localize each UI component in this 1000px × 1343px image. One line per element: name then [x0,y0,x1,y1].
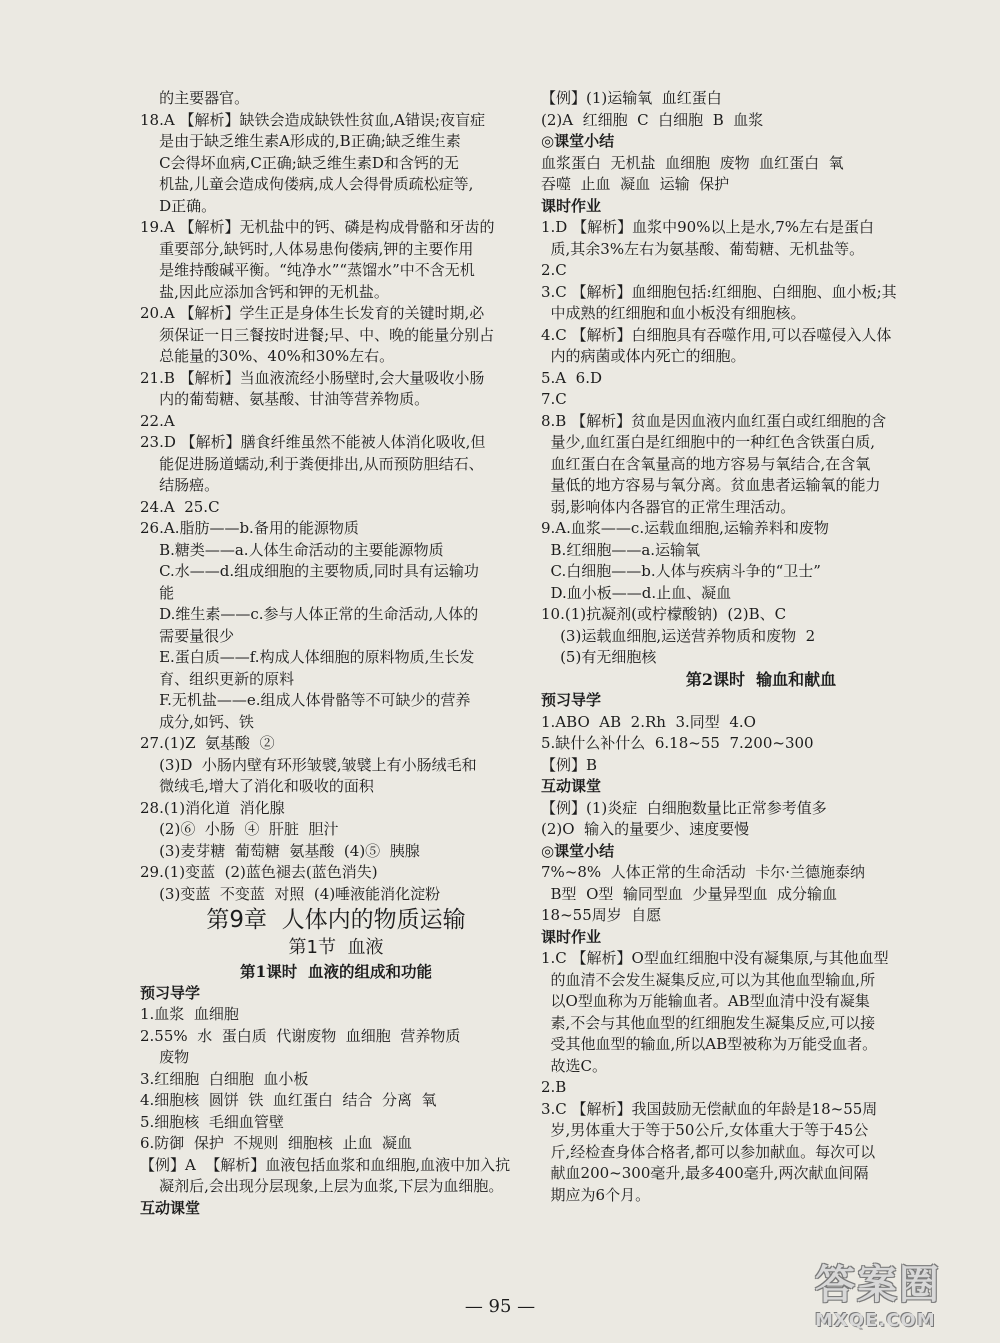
page-number: — 95 — [464,1296,536,1317]
right-column-line: D.血小板——d.止血、凝血 [541,583,732,602]
right-column-line: 期应为6个月。 [541,1185,651,1204]
left-column-line: 第1节 血液 [288,937,384,958]
left-column-line: 5.细胞核 毛细血管壁 [140,1112,284,1131]
left-column-line: 机盐,儿童会造成佝偻病,成人会得骨质疏松症等, [140,175,474,193]
right-column-line: 血红蛋白在含氧量高的地方容易与氧结合,在含氧 [541,454,871,473]
right-column-line: 量低的地方容易与氧分离。贫血患者运输氧的能力 [541,476,881,494]
right-column-line: 预习导学 [541,691,602,709]
right-column-line: 第2课时 输血和献血 [685,669,837,689]
right-column-line: (3)运载血细胞,运送营养物质和废物 2 [541,626,816,645]
left-column-line: 19.A 【解析】无机盐中的钙、磷是构成骨骼和牙齿的 [140,218,495,236]
right-column-line: (2)O 输入的量要少、速度要慢 [541,820,750,838]
left-column-line: C会得坏血病,C正确;缺乏维生素D和含钙的无 [140,153,459,172]
left-column-line: 20.A 【解析】学生正是身体生长发育的关键时期,必 [140,304,485,322]
left-column-line: E.蛋白质——f.构成人体细胞的原料物质,生长发 [140,648,475,666]
left-column-line: 育、组织更新的原料 [140,669,295,688]
right-column-line: 质,其余3%左右为氨基酸、葡萄糖、无机盐等。 [541,239,865,258]
left-column-line: (3)麦芽糖 葡萄糖 氨基酸 (4)⑤ 胰腺 [140,841,420,860]
left-column-line: 18.A 【解析】缺铁会造成缺铁性贫血,A错误;夜盲症 [140,110,486,129]
watermark-logo: 答案圈 [815,1262,941,1308]
left-column-line: 28.(1)消化道 消化腺 [140,798,285,817]
right-column-line: 的血清不会发生凝集反应,可以为其他血型输血,所 [541,970,876,989]
right-column-line: 9.A.血浆——c.运载血细胞,运输养料和废物 [541,519,829,537]
right-column-line: 7%~8% 人体正常的生命活动 卡尔·兰德施泰纳 [541,863,866,881]
left-column-line: 结肠癌。 [140,476,220,494]
left-column-line: 是由于缺乏维生素A形成的,B正确;缺乏维生素 [140,132,461,150]
right-column-line: 吞噬 止血 凝血 运输 保护 [541,175,730,193]
right-column-line: 10.(1)抗凝剂(或柠檬酸钠) (2)B、C [541,605,787,623]
right-column-line: 课时作业 [541,927,602,946]
left-column-line: 重要部分,缺钙时,人体易患佝偻病,钾的主要作用 [140,239,474,258]
right-column-line: 中成熟的红细胞和血小板没有细胞核。 [541,304,806,322]
right-column-line: 故选C。 [541,1056,608,1075]
left-column-line: 微绒毛,增大了消化和吸收的面积 [140,777,374,795]
right-column-line: 岁,男体重大于等于50公斤,女体重大于等于45公 [541,1121,869,1139]
left-column-line: (2)⑥ 小肠 ④ 肝脏 胆汁 [140,820,339,838]
watermark-url: MXQE.COM [815,1310,936,1331]
right-column-line: 课时作业 [541,196,602,215]
right-column-line: 5.A 6.D [541,368,603,387]
right-column-line: ◎课堂小结 [541,132,615,150]
right-column-line: 8.B 【解析】贫血是因血液内血红蛋白或红细胞的含 [541,411,887,430]
right-column-line: 1.ABO AB 2.Rh 3.同型 4.O [541,712,756,731]
left-column-line: 24.A 25.C [140,497,220,516]
left-column-line: 第9章 人体内的物质运输 [206,907,466,933]
right-column-line: ◎课堂小结 [541,841,615,860]
right-column-line: 内的病菌或体内死亡的细胞。 [541,347,746,365]
left-column-line: 【例】A 【解析】血液包括血浆和血细胞,血液中加入抗 [140,1155,511,1174]
left-column-line: 6.防御 保护 不规则 细胞核 止血 凝血 [140,1134,412,1152]
right-column-line: 【例】(1)炎症 白细胞数量比正常参考值多 [541,798,827,817]
left-column-line: 26.A.脂肪——b.备用的能源物质 [140,519,359,537]
left-column-line: 互动课堂 [140,1198,201,1217]
left-column-line: 21.B 【解析】当血液流经小肠壁时,会大量吸收小肠 [140,368,485,387]
left-column-line: 1.血浆 血细胞 [140,1005,239,1023]
left-column-line: 3.红细胞 白细胞 血小板 [140,1069,309,1088]
right-column-line: 受其他血型的输血,所以AB型被称为万能受血者。 [541,1035,878,1053]
right-column-line: 血浆蛋白 无机盐 血细胞 废物 血红蛋白 氧 [541,153,844,172]
left-column-line: B.糖类——a.人体生命活动的主要能源物质 [140,540,444,559]
right-column-line: C.白细胞——b.人体与疾病斗争的“卫士” [541,562,821,580]
right-column-line: 2.C [541,261,567,279]
left-column-line: 是维持酸碱平衡。“纯净水”“蒸馏水”中不含无机 [140,261,475,279]
left-column-line: C.水——d.组成细胞的主要物质,同时具有运输功 [140,562,479,580]
right-column-line: (2)A 红细胞 C 白细胞 B 血浆 [541,110,764,129]
right-column-line: 7.C [541,390,567,408]
left-column-line: 须保证一日三餐按时进餐;早、中、晚的能量分别占 [140,325,495,344]
right-column-line: 3.C 【解析】血细胞包括:红细胞、白细胞、血小板;其 [541,282,897,301]
right-column-line: 献血200~300毫升,最多400毫升,两次献血间隔 [541,1164,869,1182]
right-column-line: 斤,经检查身体合格者,都可以参加献血。每次可以 [541,1142,876,1161]
left-column-line: 总能量的30%、40%和30%左右。 [140,347,395,365]
right-column-line: 量少,血红蛋白是红细胞中的一种红色含铁蛋白质, [541,433,876,451]
left-column [140,88,532,1219]
right-column-line: 以O型血称为万能输血者。AB型血清中没有凝集 [541,992,870,1010]
right-column-line: 互动课堂 [541,777,602,795]
right-column-line: B型 O型 输同型血 少量异型血 成分输血 [541,884,838,903]
left-column-line: F.无机盐——e.组成人体骨骼等不可缺少的营养 [140,691,471,709]
right-column-line: 【例】B [541,755,598,774]
right-column [541,88,981,1206]
left-column-line: 2.55% 水 蛋白质 代谢废物 血细胞 营养物质 [140,1026,461,1045]
left-column-line: 第1课时 血液的组成和功能 [239,962,433,981]
left-column-line: D.维生素——c.参与人体正常的生命活动,人体的 [140,605,479,623]
left-column-line: 能 [140,583,175,602]
left-column-line: 废物 [140,1048,190,1066]
left-column-line: (3)变蓝 不变蓝 对照 (4)唾液能消化淀粉 [140,884,441,903]
left-column-line: (3)D 小肠内壁有环形皱襞,皱襞上有小肠绒毛和 [140,755,477,774]
left-column-line: 22.A [140,411,175,430]
right-column-line: 5.缺什么补什么 6.18~55 7.200~300 [541,734,814,752]
left-column-line: 的主要器官。 [140,89,250,107]
right-column-line: 4.C 【解析】白细胞具有吞噬作用,可以吞噬侵入人体 [541,325,892,344]
left-column-line: 成分,如钙、铁 [140,712,254,731]
right-column-line: 弱,影响体内各器官的正常生理活动。 [541,497,796,516]
right-column-line: 1.C 【解析】O型血红细胞中没有凝集原,与其他血型 [541,949,889,967]
watermark [815,1253,990,1335]
left-column-line: 23.D 【解析】膳食纤维虽然不能被人体消化吸收,但 [140,433,486,451]
left-column-line: 4.细胞核 圆饼 铁 血红蛋白 结合 分离 氧 [140,1091,437,1109]
left-column-line: 29.(1)变蓝 (2)蓝色褪去(蓝色消失) [140,863,378,881]
right-column-line: 【例】(1)运输氧 血红蛋白 [541,89,722,107]
right-column-line: 素,不会与其他血型的红细胞发生凝集反应,可以接 [541,1013,876,1032]
left-column-line: 盐,因此应添加含钙和钾的无机盐。 [140,282,389,301]
right-column-line: 2.B [541,1078,567,1096]
right-column-line: 1.D 【解析】血浆中90%以上是水,7%左右是蛋白 [541,218,875,236]
right-column-line: (5)有无细胞核 [541,648,657,666]
right-column-line: 3.C 【解析】我国鼓励无偿献血的年龄是18~55周 [541,1099,878,1118]
left-column-line: 内的葡萄糖、氨基酸、甘油等营养物质。 [140,390,430,408]
left-column-line: 能促进肠道蠕动,利于粪便排出,从而预防胆结石、 [140,454,484,473]
left-column-line: 凝剂后,会出现分层现象,上层为血浆,下层为血细胞。 [140,1177,504,1195]
left-column-line: 27.(1)Z 氨基酸 ② [140,734,275,752]
right-column-line: B.红细胞——a.运输氧 [541,540,701,559]
left-column-line: D正确。 [140,196,217,215]
left-column-line: 需要量很少 [140,626,235,645]
left-column-line: 预习导学 [140,983,201,1002]
right-column-line: 18~55周岁 自愿 [541,906,662,924]
